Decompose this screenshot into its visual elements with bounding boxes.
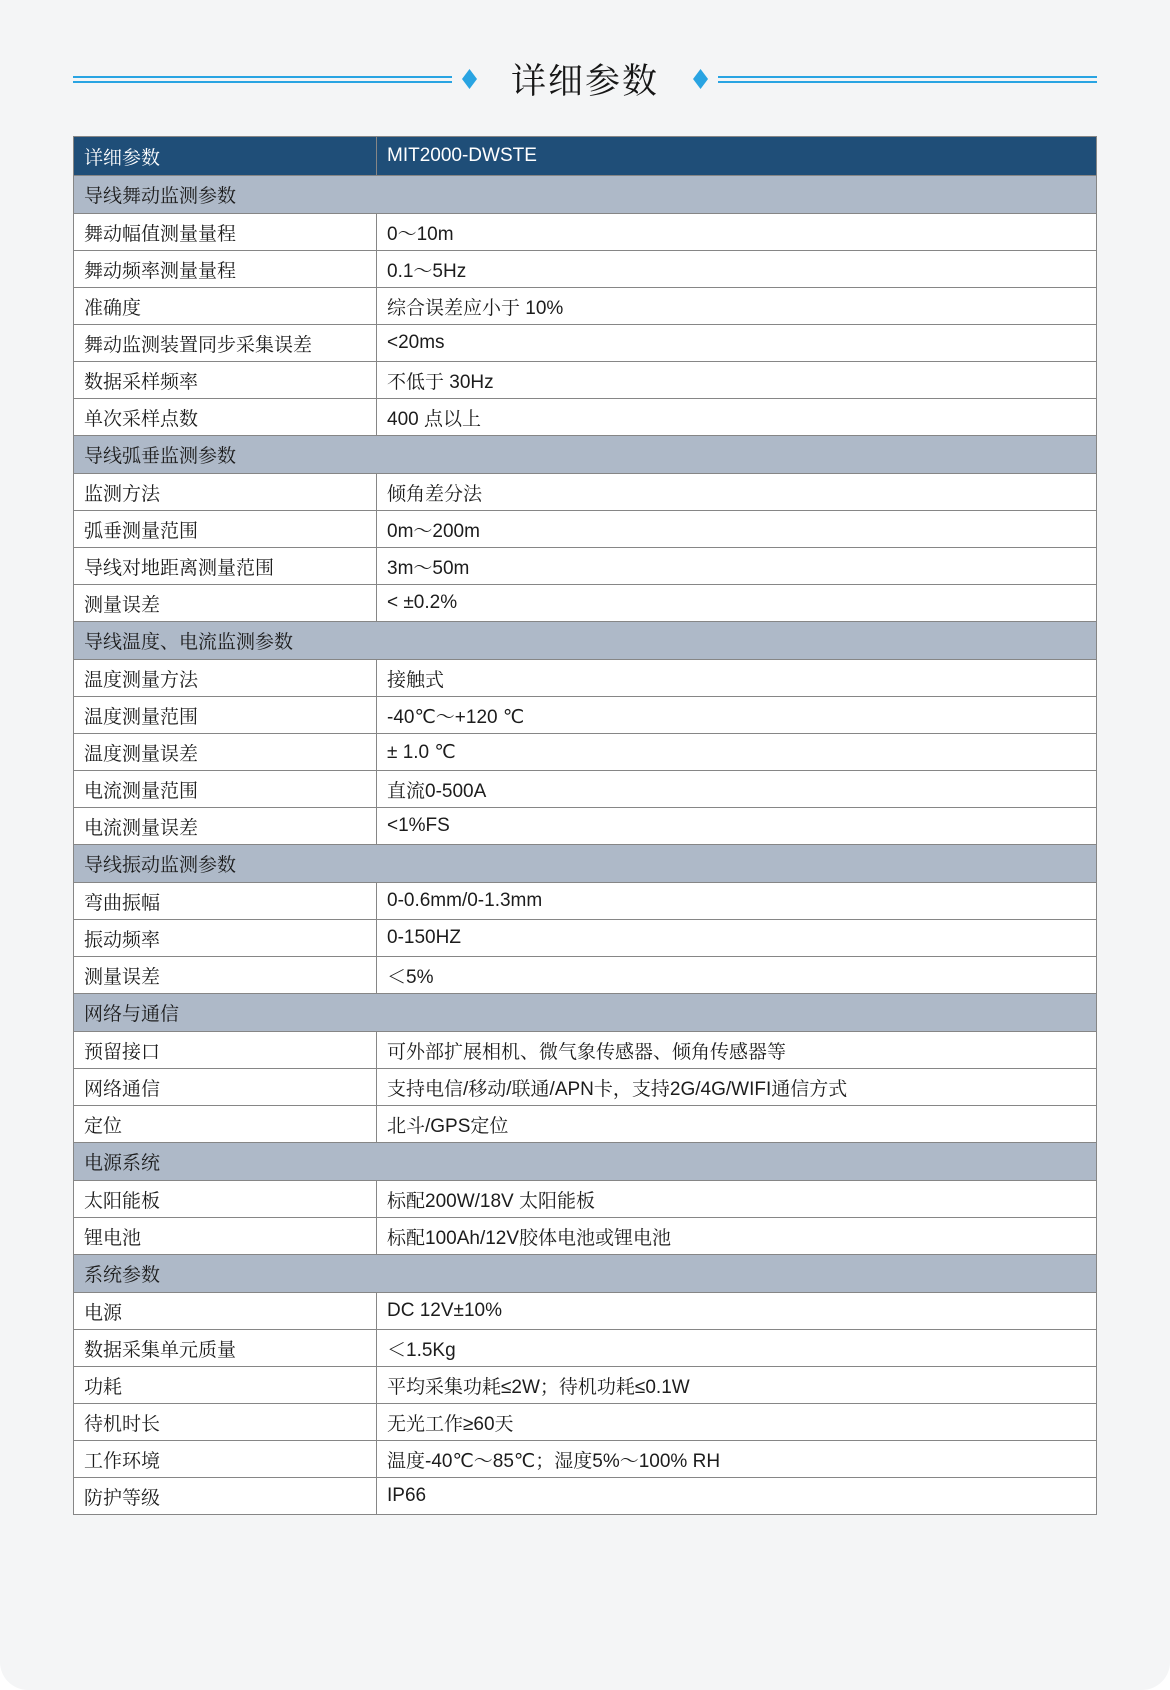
section-title-cell: 导线舞动监测参数 xyxy=(74,176,1097,214)
param-value-cell: DC 12V±10% xyxy=(377,1293,1097,1330)
param-value-cell: 0m～200m xyxy=(377,511,1097,548)
param-name-cell: 单次采样点数 xyxy=(74,399,377,436)
section-header-row xyxy=(74,994,1097,1032)
param-value-cell: 标配100Ah/12V胶体电池或锂电池 xyxy=(377,1218,1097,1255)
spec-row xyxy=(74,920,1097,957)
spec-row xyxy=(74,585,1097,622)
param-name-cell: 工作环境 xyxy=(74,1441,377,1478)
section-title-cell: 导线振动监测参数 xyxy=(74,845,1097,883)
spec-row xyxy=(74,1330,1097,1367)
param-value-cell: 400 点以上 xyxy=(377,399,1097,436)
param-value-cell: 北斗/GPS定位 xyxy=(377,1106,1097,1143)
spec-row xyxy=(74,362,1097,399)
spec-table xyxy=(73,136,1097,1515)
param-value-cell: < ±0.2% xyxy=(377,585,1097,622)
param-value-cell: ＜5% xyxy=(377,957,1097,994)
section-header-row xyxy=(74,622,1097,660)
param-value-cell: 温度-40℃～85℃；湿度5%～100% RH xyxy=(377,1441,1097,1478)
spec-row xyxy=(74,734,1097,771)
param-value-cell: 倾角差分法 xyxy=(377,474,1097,511)
param-value-cell: <1%FS xyxy=(377,808,1097,845)
param-name-cell: 温度测量范围 xyxy=(74,697,377,734)
section-title-cell: 导线弧垂监测参数 xyxy=(74,436,1097,474)
param-value-cell: 0-0.6mm/0-1.3mm xyxy=(377,883,1097,920)
section-header-row xyxy=(74,176,1097,214)
param-value-cell: 支持电信/移动/联通/APN卡，支持2G/4G/WIFI通信方式 xyxy=(377,1069,1097,1106)
spec-row xyxy=(74,548,1097,585)
param-value-cell: ± 1.0 ℃ xyxy=(377,734,1097,771)
spec-row xyxy=(74,957,1097,994)
spec-row xyxy=(74,474,1097,511)
param-name-cell: 电源 xyxy=(74,1293,377,1330)
spec-row xyxy=(74,214,1097,251)
param-name-cell: 数据采样频率 xyxy=(74,362,377,399)
spec-row xyxy=(74,251,1097,288)
section-title-cell: 网络与通信 xyxy=(74,994,1097,1032)
spec-row xyxy=(74,883,1097,920)
section-header-row xyxy=(74,1255,1097,1293)
section-title-cell: 系统参数 xyxy=(74,1255,1097,1293)
param-name-cell: 舞动监测装置同步采集误差 xyxy=(74,325,377,362)
spec-row xyxy=(74,660,1097,697)
param-name-cell: 网络通信 xyxy=(74,1069,377,1106)
spec-row xyxy=(74,288,1097,325)
param-name-cell: 测量误差 xyxy=(74,585,377,622)
param-value-cell: 接触式 xyxy=(377,660,1097,697)
param-name-cell: 舞动频率测量量程 xyxy=(74,251,377,288)
section-title-cell: 导线温度、电流监测参数 xyxy=(74,622,1097,660)
param-value-cell: 0-150HZ xyxy=(377,920,1097,957)
param-name-cell: 舞动幅值测量量程 xyxy=(74,214,377,251)
param-name-cell: 温度测量误差 xyxy=(74,734,377,771)
spec-row xyxy=(74,1069,1097,1106)
param-name-cell: 监测方法 xyxy=(74,474,377,511)
spec-row xyxy=(74,1181,1097,1218)
param-name-cell: 振动频率 xyxy=(74,920,377,957)
section-header-row xyxy=(74,1143,1097,1181)
param-name-cell: 预留接口 xyxy=(74,1032,377,1069)
param-value-cell: 直流0-500A xyxy=(377,771,1097,808)
param-name-cell: 弧垂测量范围 xyxy=(74,511,377,548)
param-value-cell: 综合误差应小于 10% xyxy=(377,288,1097,325)
spec-row xyxy=(74,511,1097,548)
table-header-param-col: 详细参数 xyxy=(74,137,377,176)
spec-row xyxy=(74,697,1097,734)
param-value-cell: 3m～50m xyxy=(377,548,1097,585)
spec-row xyxy=(74,771,1097,808)
table-header-row xyxy=(74,137,1097,176)
param-value-cell: 可外部扩展相机、微气象传感器、倾角传感器等 xyxy=(377,1032,1097,1069)
section-title-cell: 电源系统 xyxy=(74,1143,1097,1181)
param-name-cell: 数据采集单元质量 xyxy=(74,1330,377,1367)
title-rule-left xyxy=(73,76,452,83)
param-name-cell: 待机时长 xyxy=(74,1404,377,1441)
diamond-icon-right xyxy=(693,69,708,89)
param-value-cell: ＜1.5Kg xyxy=(377,1330,1097,1367)
diamond-icon-left xyxy=(462,69,477,89)
param-value-cell: 标配200W/18V 太阳能板 xyxy=(377,1181,1097,1218)
param-name-cell: 锂电池 xyxy=(74,1218,377,1255)
param-name-cell: 定位 xyxy=(74,1106,377,1143)
spec-row xyxy=(74,399,1097,436)
param-name-cell: 弯曲振幅 xyxy=(74,883,377,920)
param-name-cell: 准确度 xyxy=(74,288,377,325)
param-value-cell: 0.1～5Hz xyxy=(377,251,1097,288)
spec-row xyxy=(74,1441,1097,1478)
page-title: 详细参数 xyxy=(511,62,660,101)
param-value-cell: 不低于 30Hz xyxy=(377,362,1097,399)
param-value-cell: <20ms xyxy=(377,325,1097,362)
spec-row xyxy=(74,1404,1097,1441)
param-name-cell: 电流测量误差 xyxy=(74,808,377,845)
spec-row xyxy=(74,1218,1097,1255)
param-value-cell: 无光工作≥60天 xyxy=(377,1404,1097,1441)
table-header-model-col: MIT2000-DWSTE xyxy=(377,137,1097,176)
section-header-row xyxy=(74,436,1097,474)
spec-row xyxy=(74,1032,1097,1069)
param-name-cell: 温度测量方法 xyxy=(74,660,377,697)
spec-row xyxy=(74,808,1097,845)
param-value-cell: IP66 xyxy=(377,1478,1097,1515)
param-value-cell: 平均采集功耗≤2W；待机功耗≤0.1W xyxy=(377,1367,1097,1404)
param-value-cell: -40℃～+120 ℃ xyxy=(377,697,1097,734)
param-name-cell: 电流测量范围 xyxy=(74,771,377,808)
param-name-cell: 导线对地距离测量范围 xyxy=(74,548,377,585)
spec-row xyxy=(74,1293,1097,1330)
param-name-cell: 功耗 xyxy=(74,1367,377,1404)
spec-row xyxy=(74,1478,1097,1515)
section-header-row xyxy=(74,845,1097,883)
param-value-cell: 0～10m xyxy=(377,214,1097,251)
spec-row xyxy=(74,1367,1097,1404)
spec-row xyxy=(74,1106,1097,1143)
spec-row xyxy=(74,325,1097,362)
title-rule-right xyxy=(718,76,1097,83)
param-name-cell: 防护等级 xyxy=(74,1478,377,1515)
param-name-cell: 测量误差 xyxy=(74,957,377,994)
section-title-banner xyxy=(73,0,1097,116)
param-name-cell: 太阳能板 xyxy=(74,1181,377,1218)
